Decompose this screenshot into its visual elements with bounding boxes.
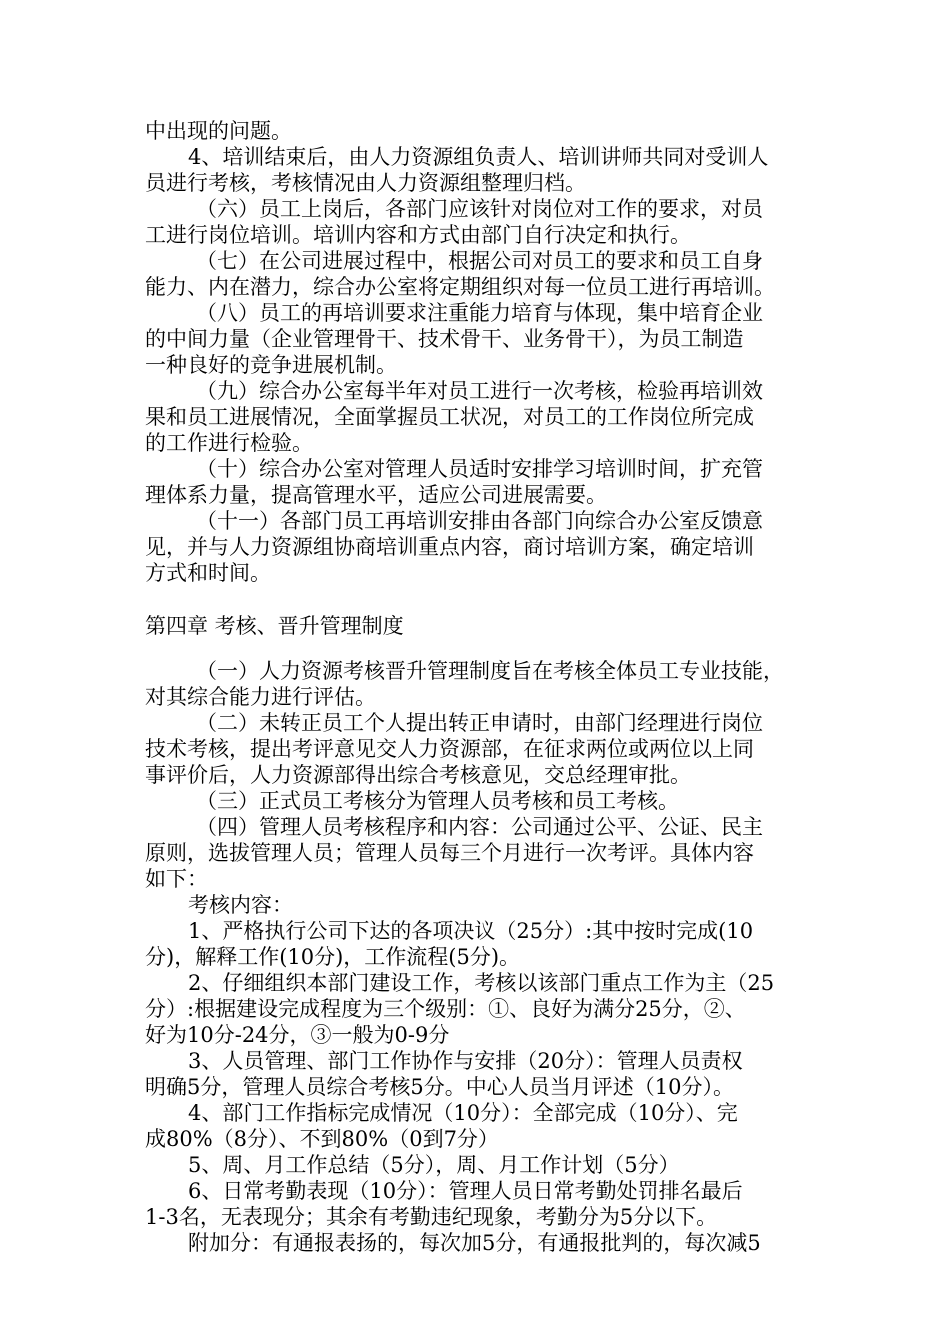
paragraph-line: 5、周、月工作总结（5分），周、月工作计划（5分） xyxy=(188,1153,680,1177)
paragraph-line: 工进行岗位培训。培训内容和方式由部门自行决定和执行。 xyxy=(145,223,691,247)
paragraph-line: 6、日常考勤表现（10分）：管理人员日常考勤处罚排名最后 xyxy=(188,1179,743,1203)
spacer xyxy=(145,640,805,658)
paragraph-line: 1、严格执行公司下达的各项决议（25分）:其中按时完成(10 xyxy=(188,919,754,943)
paragraph-line: （十一）各部门员工再培训安排由各部门向综合办公室反馈意 xyxy=(196,509,763,533)
paragraph-line: 4、部门工作指标完成情况（10分）：全部完成（10分）、完 xyxy=(188,1101,738,1125)
paragraph-line: 3、人员管理、部门工作协作与安排（20分）：管理人员责权 xyxy=(188,1049,743,1073)
paragraph-line: 员进行考核，考核情况由人力资源组整理归档。 xyxy=(145,171,586,195)
paragraph-line: （一）人力资源考核晋升管理制度旨在考核全体员工专业技能， xyxy=(196,659,784,683)
paragraph-line: 分)，解释工作(10分)，工作流程(5分)。 xyxy=(145,945,521,969)
paragraph-line: 方式和时间。 xyxy=(145,561,271,585)
document-body xyxy=(145,118,805,1256)
paragraph-line: （八）员工的再培训要求注重能力培育与体现，集中培育企业 xyxy=(196,301,763,325)
paragraph-line: 中出现的问题。 xyxy=(145,119,292,143)
paragraph-line: 果和员工进展情况，全面掌握员工状况，对员工的工作岗位所完成 xyxy=(145,405,754,429)
paragraph-line: 能力、内在潜力，综合办公室将定期组织对每一位员工进行再培训。 xyxy=(145,275,775,299)
paragraph-line: 附加分：有通报表扬的，每次加5分，有通报批判的，每次减5 xyxy=(188,1231,761,1255)
paragraph-line: 原则，选拔管理人员；管理人员每三个月进行一次考评。具体内容 xyxy=(145,841,754,865)
paragraph-line: 好为10分-24分，③一般为0-9分 xyxy=(145,1023,450,1047)
paragraph-line: 的工作进行检验。 xyxy=(145,431,313,455)
paragraph-line: （四）管理人员考核程序和内容：公司通过公平、公证、民主 xyxy=(196,815,763,839)
paragraph-line: 一种良好的竞争进展机制。 xyxy=(145,353,397,377)
paragraph-line: 4、培训结束后，由人力资源组负责人、培训讲师共同对受训人 xyxy=(188,145,769,169)
paragraph-line: 技术考核，提出考评意见交人力资源部，在征求两位或两位以上同 xyxy=(145,737,754,761)
paragraph-line: 分）:根据建设完成程度为三个级别：①、良好为满分25分，②、 xyxy=(145,997,746,1021)
paragraph-line: 见，并与人力资源组协商培训重点内容，商讨培训方案，确定培训 xyxy=(145,535,754,559)
paragraph-line: 理体系力量，提高管理水平，适应公司进展需要。 xyxy=(145,483,607,507)
paragraph-line: 明确5分，管理人员综合考核5分。中心人员当月评述（10分）。 xyxy=(145,1075,734,1099)
spacer xyxy=(145,586,805,612)
paragraph-line: （六）员工上岗后，各部门应该针对岗位对工作的要求，对员 xyxy=(196,197,763,221)
chapter-title: 第四章 考核、晋升管理制度 xyxy=(145,614,404,638)
paragraph-line: （二）未转正员工个人提出转正申请时，由部门经理进行岗位 xyxy=(196,711,763,735)
paragraph-line: 考核内容： xyxy=(188,893,293,917)
paragraph-line: 对其综合能力进行评估。 xyxy=(145,685,376,709)
paragraph-line: （十）综合办公室对管理人员适时安排学习培训时间，扩充管 xyxy=(196,457,763,481)
paragraph-line: 1-3名，无表现分；其余有考勤违纪现象，考勤分为5分以下。 xyxy=(145,1205,718,1229)
paragraph-line: 成80%（8分）、不到80%（0到7分） xyxy=(145,1127,499,1151)
paragraph-line: （九）综合办公室每半年对员工进行一次考核，检验再培训效 xyxy=(196,379,763,403)
paragraph-line: 的中间力量（企业管理骨干、技术骨干、业务骨干），为员工制造 xyxy=(145,327,744,351)
paragraph-line: （三）正式员工考核分为管理人员考核和员工考核。 xyxy=(196,789,679,813)
paragraph-line: 如下： xyxy=(145,867,208,891)
paragraph-line: 2、仔细组织本部门建设工作，考核以该部门重点工作为主（25 xyxy=(188,971,775,995)
paragraph-line: 事评价后，人力资源部得出综合考核意见，交总经理审批。 xyxy=(145,763,691,787)
paragraph-line: （七）在公司进展过程中，根据公司对员工的要求和员工自身 xyxy=(196,249,763,273)
